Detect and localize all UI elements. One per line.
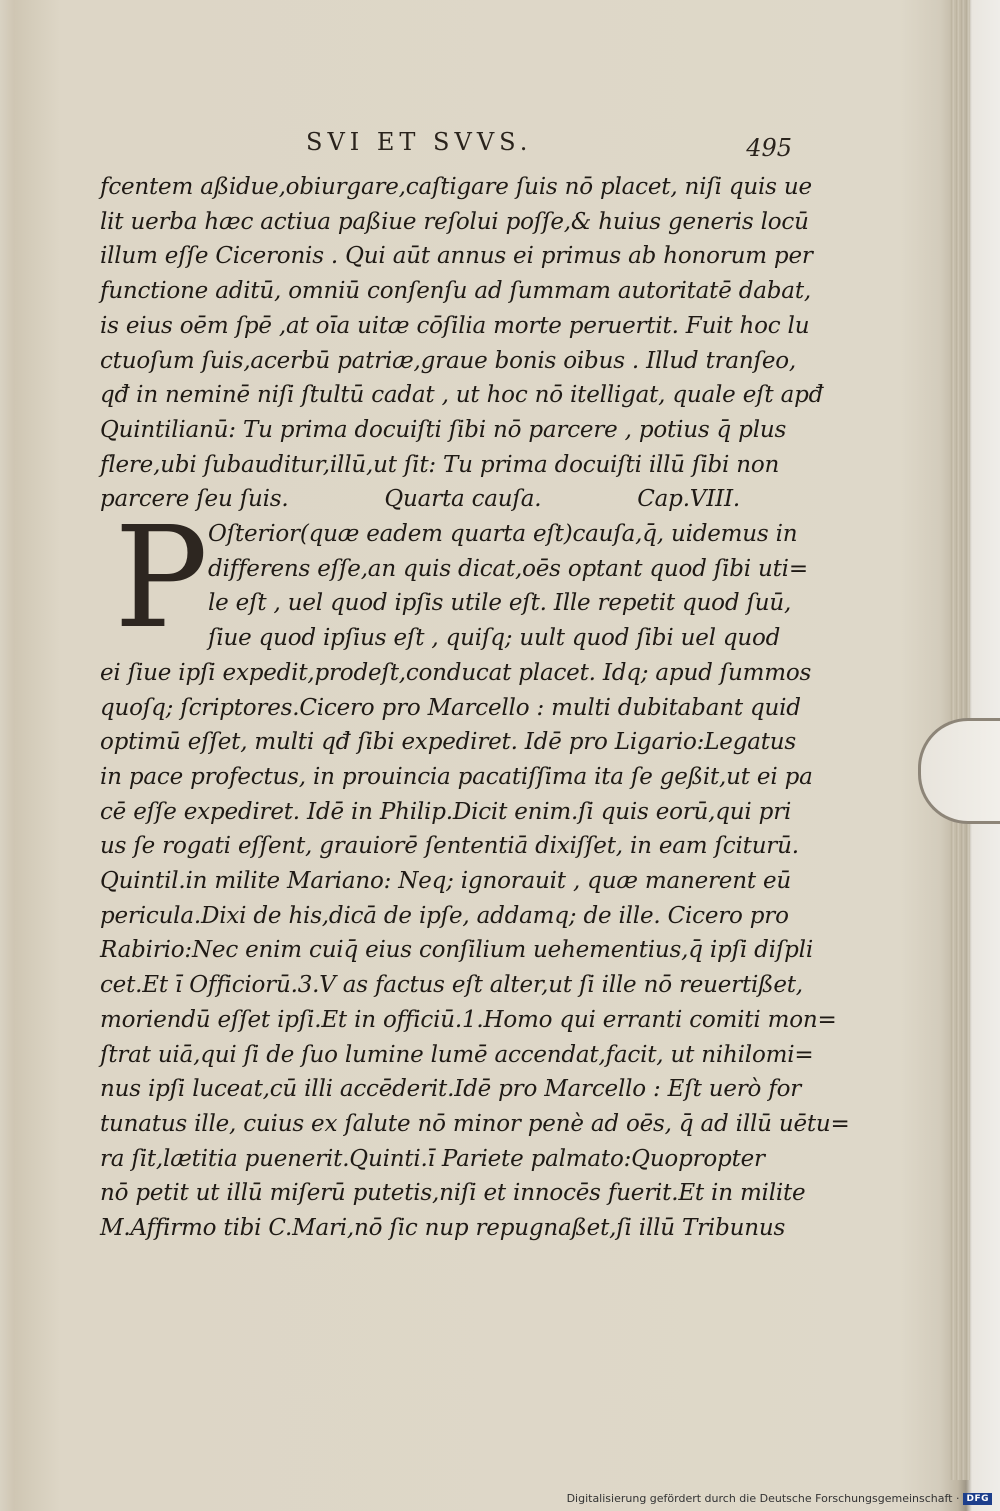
- text-line: Quintil.in milite Mariano: Neq; ignorauit , quæ manerent eū: [100, 868, 791, 895]
- text-line: quoſq; ſcriptores.Cicero pro Marcello : multi dubitabant quid: [100, 694, 801, 721]
- digitization-credit: [567, 1492, 992, 1505]
- text-line: lit uerba hæc actiua paßiue reſolui poſſe,& huius generis locū: [100, 208, 809, 235]
- text-line: ſiue quod ipſius eſt , quiſq; uult quod ſibi uel quod: [208, 625, 781, 652]
- text-line: pericula.Dixi de his,dicā de ipſe, addamq; de ille. Cicero pro: [100, 902, 789, 929]
- text-line: ſtrat uiā,qui ſi de ſuo lumine lumē accendat,facit, ut nihilomi=: [100, 1041, 814, 1068]
- text-line: tunatus ille, cuius ex ſalute nō minor penè ad oēs, q̄ ad illū uētu=: [100, 1110, 850, 1137]
- text-line: ctuoſum ſuis,acerbū patriæ,graue bonis oibus . Illud tranſeo,: [100, 347, 797, 374]
- text-line: nō petit ut illū miſerū putetis,niſi et innocēs fuerit.Et in milite: [100, 1180, 806, 1207]
- chapter-heading: Quarta cauſa.: [384, 486, 542, 513]
- text-line: le eſt , uel quod ipſis utile eſt. Ille repetit quod ſuū,: [208, 590, 792, 617]
- text-line: optimū eſſet, multi qđ ſibi expediret. Idē pro Ligario:Legatus: [100, 729, 796, 756]
- text-line: fcentem aßidue,obiurgare,caſtigare ſuis nō placet, niſi quis ue: [100, 174, 812, 200]
- paragraph-after: [100, 656, 850, 1246]
- text-line: Rabirio:Nec enim cuiq̄ eius conſilium uehementius,q̄ ipſi diſpli: [100, 937, 813, 964]
- text-line: in pace profectus, in prouincia pacatiſſima ita ſe geßit,ut ei pa: [100, 763, 813, 790]
- text-line: flere,ubi ſubauditur,illū,ut ſit: Tu prima docuiſti illū ſibi non: [100, 451, 780, 478]
- text-line: us ſe rogati eſſent, grauiorē ſententiā dixiſſet, in eam ſciturū.: [100, 833, 799, 860]
- page-clip-fold: [918, 718, 1000, 824]
- credit-text: Digitalisierung gefördert durch die Deutsche Forschungsgemeinschaft ·: [566, 1492, 960, 1505]
- chapter-number: Cap.VIII.: [637, 486, 740, 513]
- text-line: Oſterior(quæ eadem quarta eſt)cauſa,q̄, uidemus in: [208, 521, 798, 548]
- running-head: [100, 128, 790, 170]
- dfg-logo: DFG: [963, 1493, 992, 1505]
- text-line: illum eſſe Ciceronis . Qui aūt annus ei primus ab honorum per: [100, 243, 813, 270]
- text-line: ra ſit,lætitia puenerit.Quinti.ī Pariete palmato:Quopropter: [100, 1145, 765, 1172]
- drop-cap-letter: P: [114, 497, 209, 661]
- text-line: Quintilianū: Tu prima docuiſti ſibi nō parcere , potius q̄ plus: [100, 416, 787, 443]
- paragraph-before: [100, 170, 824, 482]
- text-line: cē eſſe expediret. Idē in Philip.Dicit enim.ſi quis eorū,qui pri: [100, 798, 792, 825]
- text-line: nus ipſi luceat,cū illi accēderit.Idē pro Marcello : Eſt uerò for: [100, 1076, 802, 1103]
- rubric-text: parcere ſeu ſuis.: [100, 486, 289, 513]
- page-text-block: [100, 128, 850, 1246]
- text-line: functione aditū, omniū conſenſu ad ſummam autoritatē dabat,: [100, 278, 811, 305]
- text-line: differens eſſe,an quis dicat,oēs optant quod ſibi uti=: [208, 555, 808, 582]
- text-line: M.Affirmo tibi C.Mari,nō ſic nup repugnaßet,ſi illū Tribunus: [100, 1215, 786, 1242]
- text-line: qđ in neminē niſi ſtultū cadat , ut hoc nō itelligat, quale eſt apđ: [100, 382, 824, 409]
- page-number: 495: [746, 134, 792, 162]
- text-line: cet.Et ī Officiorū.3.V as factus eſt alter,ut ſi ille nō reuertißet,: [100, 972, 803, 999]
- text-line: moriendū eſſet ipſi.Et in officiū.1.Homo qui erranti comiti mon=: [100, 1006, 837, 1033]
- text-line: is eius oēm ſpē ,at oīa uitæ cōſilia morte peruertit. Fuit hoc lu: [100, 312, 810, 339]
- running-head-title: SVI ET SVVS.: [306, 128, 533, 156]
- text-line: ei ſiue ipſi expedit,prodeſt,conducat placet. Idq; apud ſummos: [100, 659, 812, 686]
